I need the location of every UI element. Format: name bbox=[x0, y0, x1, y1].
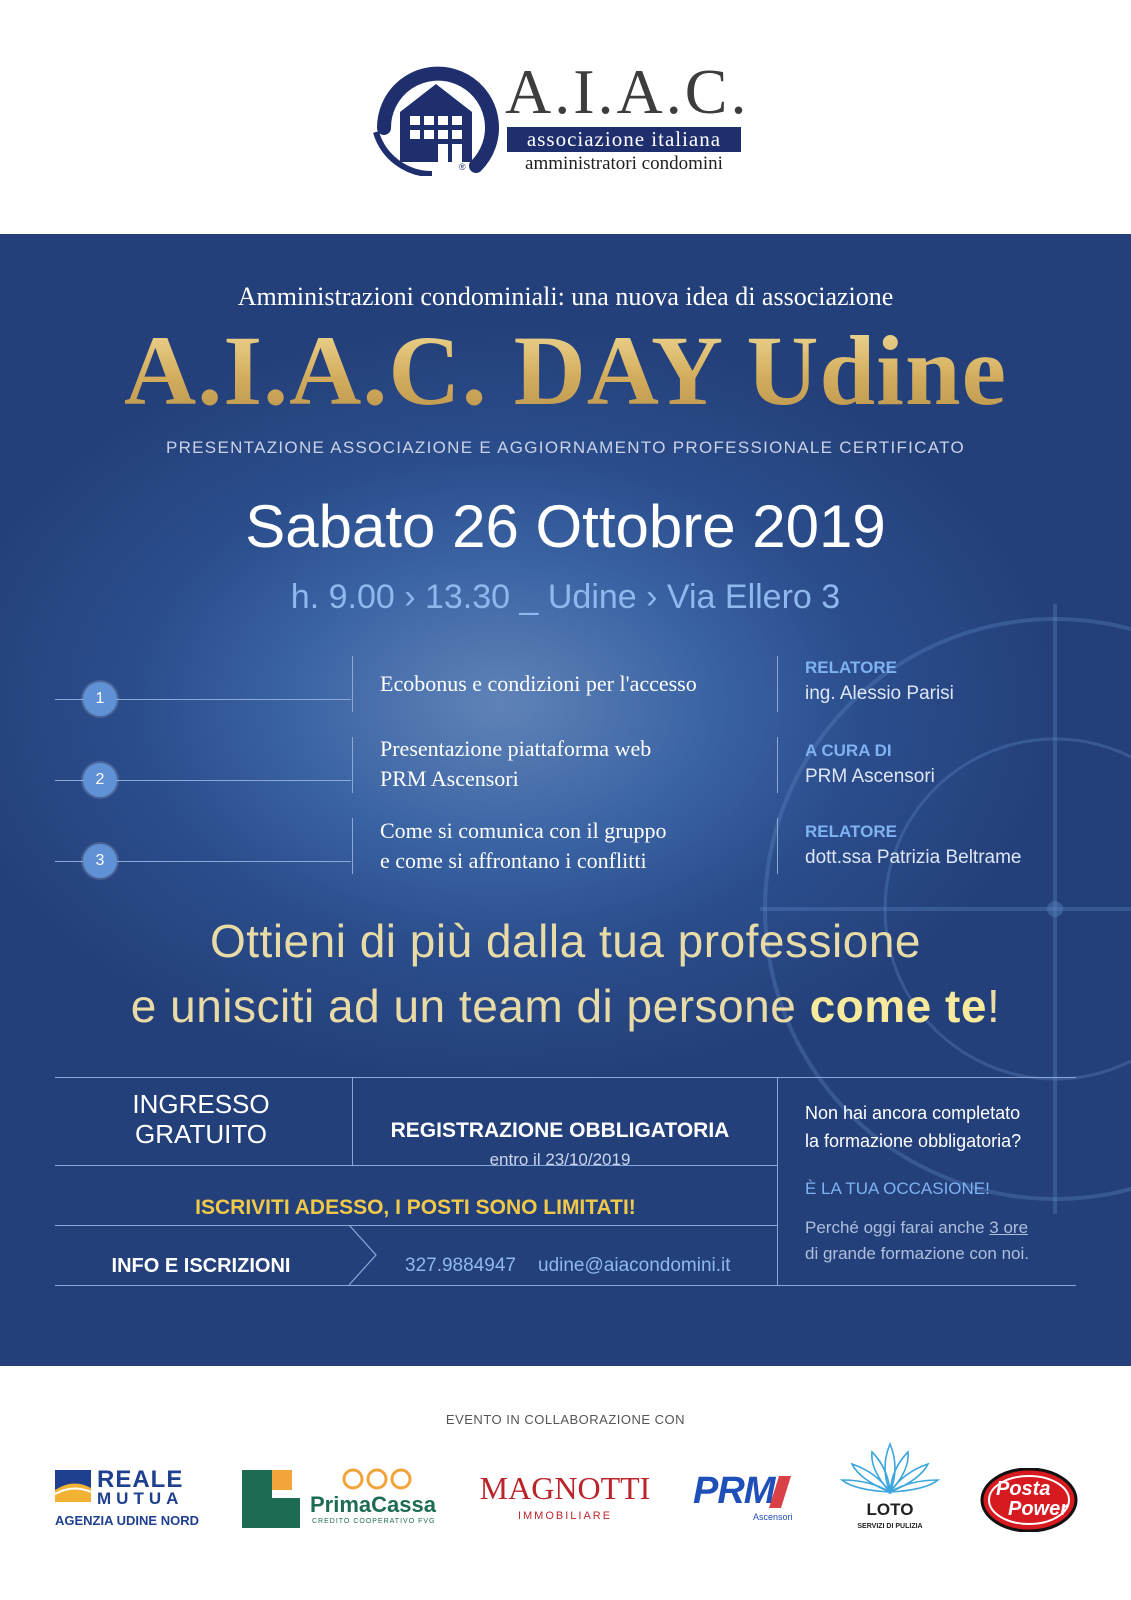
primacassa-subtitle: CREDITO COOPERATIVO FVG bbox=[312, 1518, 436, 1525]
training-text-line-1 bbox=[805, 1218, 1028, 1238]
sponsor-magnotti bbox=[475, 1470, 655, 1530]
sponsor-posta-power bbox=[980, 1468, 1078, 1532]
magnotti-name: MAGNOTTI bbox=[479, 1470, 651, 1506]
divider bbox=[55, 1077, 1076, 1078]
agenda-topic bbox=[380, 816, 760, 876]
subscribe-cta: ISCRIVITI ADESSO, I POSTI SONO LIMITATI! bbox=[195, 1196, 636, 1219]
agenda-role: A CURA DI bbox=[805, 741, 892, 760]
free-entry-line-2: GRATUITO bbox=[135, 1119, 267, 1149]
primacassa-name: PrimaCassa bbox=[310, 1492, 436, 1517]
registered-mark: ® bbox=[459, 162, 466, 172]
event-date: Sabato 26 Ottobre 2019 bbox=[245, 493, 886, 560]
agenda-role: RELATORE bbox=[805, 658, 897, 677]
contact-email[interactable]: udine@aiacondomini.it bbox=[538, 1255, 731, 1276]
training-hours: 3 ore bbox=[989, 1218, 1029, 1237]
logo-band-text: associazione italiana bbox=[507, 127, 741, 152]
agenda-number-badge: 1 bbox=[83, 682, 117, 716]
divider bbox=[777, 818, 778, 874]
prm-subtitle: Ascensori bbox=[753, 1512, 793, 1522]
agenda-topic bbox=[380, 669, 760, 699]
magnotti-subtitle: IMMOBILIARE bbox=[517, 1510, 613, 1522]
registration-deadline: entro il 23/10/2019 bbox=[489, 1150, 631, 1169]
prm-name: PRM bbox=[693, 1470, 775, 1512]
agenda-number-badge: 2 bbox=[83, 763, 117, 797]
agenda-topic-line: e come si affrontano i conflitti bbox=[380, 848, 647, 873]
agenda-topic-line: Presentazione piattaforma web bbox=[380, 736, 652, 761]
agenda-number-badge: 3 bbox=[83, 844, 117, 878]
divider bbox=[352, 737, 353, 793]
slogan-punctuation: ! bbox=[986, 980, 1001, 1032]
reale-mutua-name-2: MUTUA bbox=[97, 1489, 184, 1508]
prm-red-accent-icon bbox=[765, 1476, 795, 1508]
sponsor-prm-ascensori bbox=[693, 1470, 808, 1524]
info-label: INFO E ISCRIZIONI bbox=[111, 1255, 291, 1277]
agenda-speaker: PRM Ascensori bbox=[805, 766, 935, 787]
agenda-role: RELATORE bbox=[805, 822, 897, 841]
divider bbox=[352, 818, 353, 874]
posta-power-line-2: Power bbox=[1008, 1498, 1069, 1520]
event-time-place: h. 9.00 › 13.30 _ Udine › Via Ellero 3 bbox=[290, 578, 841, 616]
agenda-topic-line: Come si comunica con il gruppo bbox=[380, 818, 667, 843]
logo-abbreviation: A.I.A.C. bbox=[505, 56, 750, 127]
lotus-icon bbox=[840, 1440, 940, 1496]
training-cta: È LA TUA OCCASIONE! bbox=[805, 1179, 990, 1198]
free-entry-line-1: INGRESSO bbox=[132, 1089, 270, 1119]
event-panel bbox=[0, 234, 1131, 1366]
loto-subtitle: SERVIZI DI PULIZIA bbox=[857, 1523, 923, 1530]
loto-name: LOTO bbox=[866, 1500, 914, 1519]
divider bbox=[55, 1225, 777, 1226]
divider bbox=[777, 737, 778, 793]
slogan-text: e unisciti ad un team di persone bbox=[130, 980, 810, 1032]
divider bbox=[777, 1077, 778, 1285]
divider bbox=[55, 1285, 1076, 1286]
posta-power-line-1: Posta bbox=[996, 1478, 1051, 1500]
training-question-line-2: la formazione obbligatoria? bbox=[805, 1131, 1022, 1151]
agenda-topic-line: Ecobonus e condizioni per l'accesso bbox=[380, 671, 697, 696]
ccc-circles-icon bbox=[342, 1468, 412, 1490]
divider bbox=[352, 1077, 353, 1165]
agenda-topic-line: PRM Ascensori bbox=[380, 766, 519, 791]
training-question-line-1: Non hai ancora completato bbox=[805, 1103, 1021, 1123]
header bbox=[0, 0, 1131, 234]
chevron-right-icon bbox=[348, 1225, 378, 1286]
registration-required-title: REGISTRAZIONE OBBLIGATORIA bbox=[390, 1119, 730, 1142]
event-kicker: Amministrazioni condominiali: una nuova idea di associazione bbox=[237, 282, 894, 311]
agenda-speaker: dott.ssa Patrizia Beltrame bbox=[805, 847, 1022, 868]
slogan-line-1: Ottieni di più dalla tua professione bbox=[210, 915, 921, 967]
slogan-line-2 bbox=[0, 979, 1131, 1033]
sponsor-loto bbox=[835, 1440, 945, 1538]
event-title: A.I.A.C. DAY Udine bbox=[0, 318, 1131, 423]
contact-phone[interactable]: 327.9884947 bbox=[405, 1255, 516, 1276]
reale-mutua-logo-icon bbox=[55, 1470, 91, 1502]
sponsor-primacassa bbox=[242, 1468, 442, 1530]
primacassa-logo-icon bbox=[242, 1470, 300, 1528]
divider bbox=[352, 656, 353, 712]
reale-mutua-agency: AGENZIA UDINE NORD bbox=[55, 1513, 199, 1528]
slogan-emphasis: come te bbox=[809, 980, 987, 1032]
training-text-line-2: di grande formazione con noi. bbox=[805, 1244, 1029, 1263]
reale-mutua-name: REALE bbox=[97, 1466, 184, 1493]
agenda-speaker: ing. Alessio Parisi bbox=[805, 683, 954, 704]
logo-subtitle: amministratori condomini bbox=[525, 153, 723, 174]
divider bbox=[777, 656, 778, 712]
sponsor-reale-mutua bbox=[55, 1468, 205, 1528]
training-text: Perché oggi farai anche bbox=[805, 1218, 990, 1237]
agenda-topic bbox=[380, 734, 760, 794]
collaboration-label: EVENTO IN COLLABORAZIONE CON bbox=[445, 1412, 686, 1427]
event-subtitle: PRESENTAZIONE ASSOCIAZIONE E AGGIORNAMENTO PROFESSIONALE CERTIFICATO bbox=[165, 438, 966, 457]
